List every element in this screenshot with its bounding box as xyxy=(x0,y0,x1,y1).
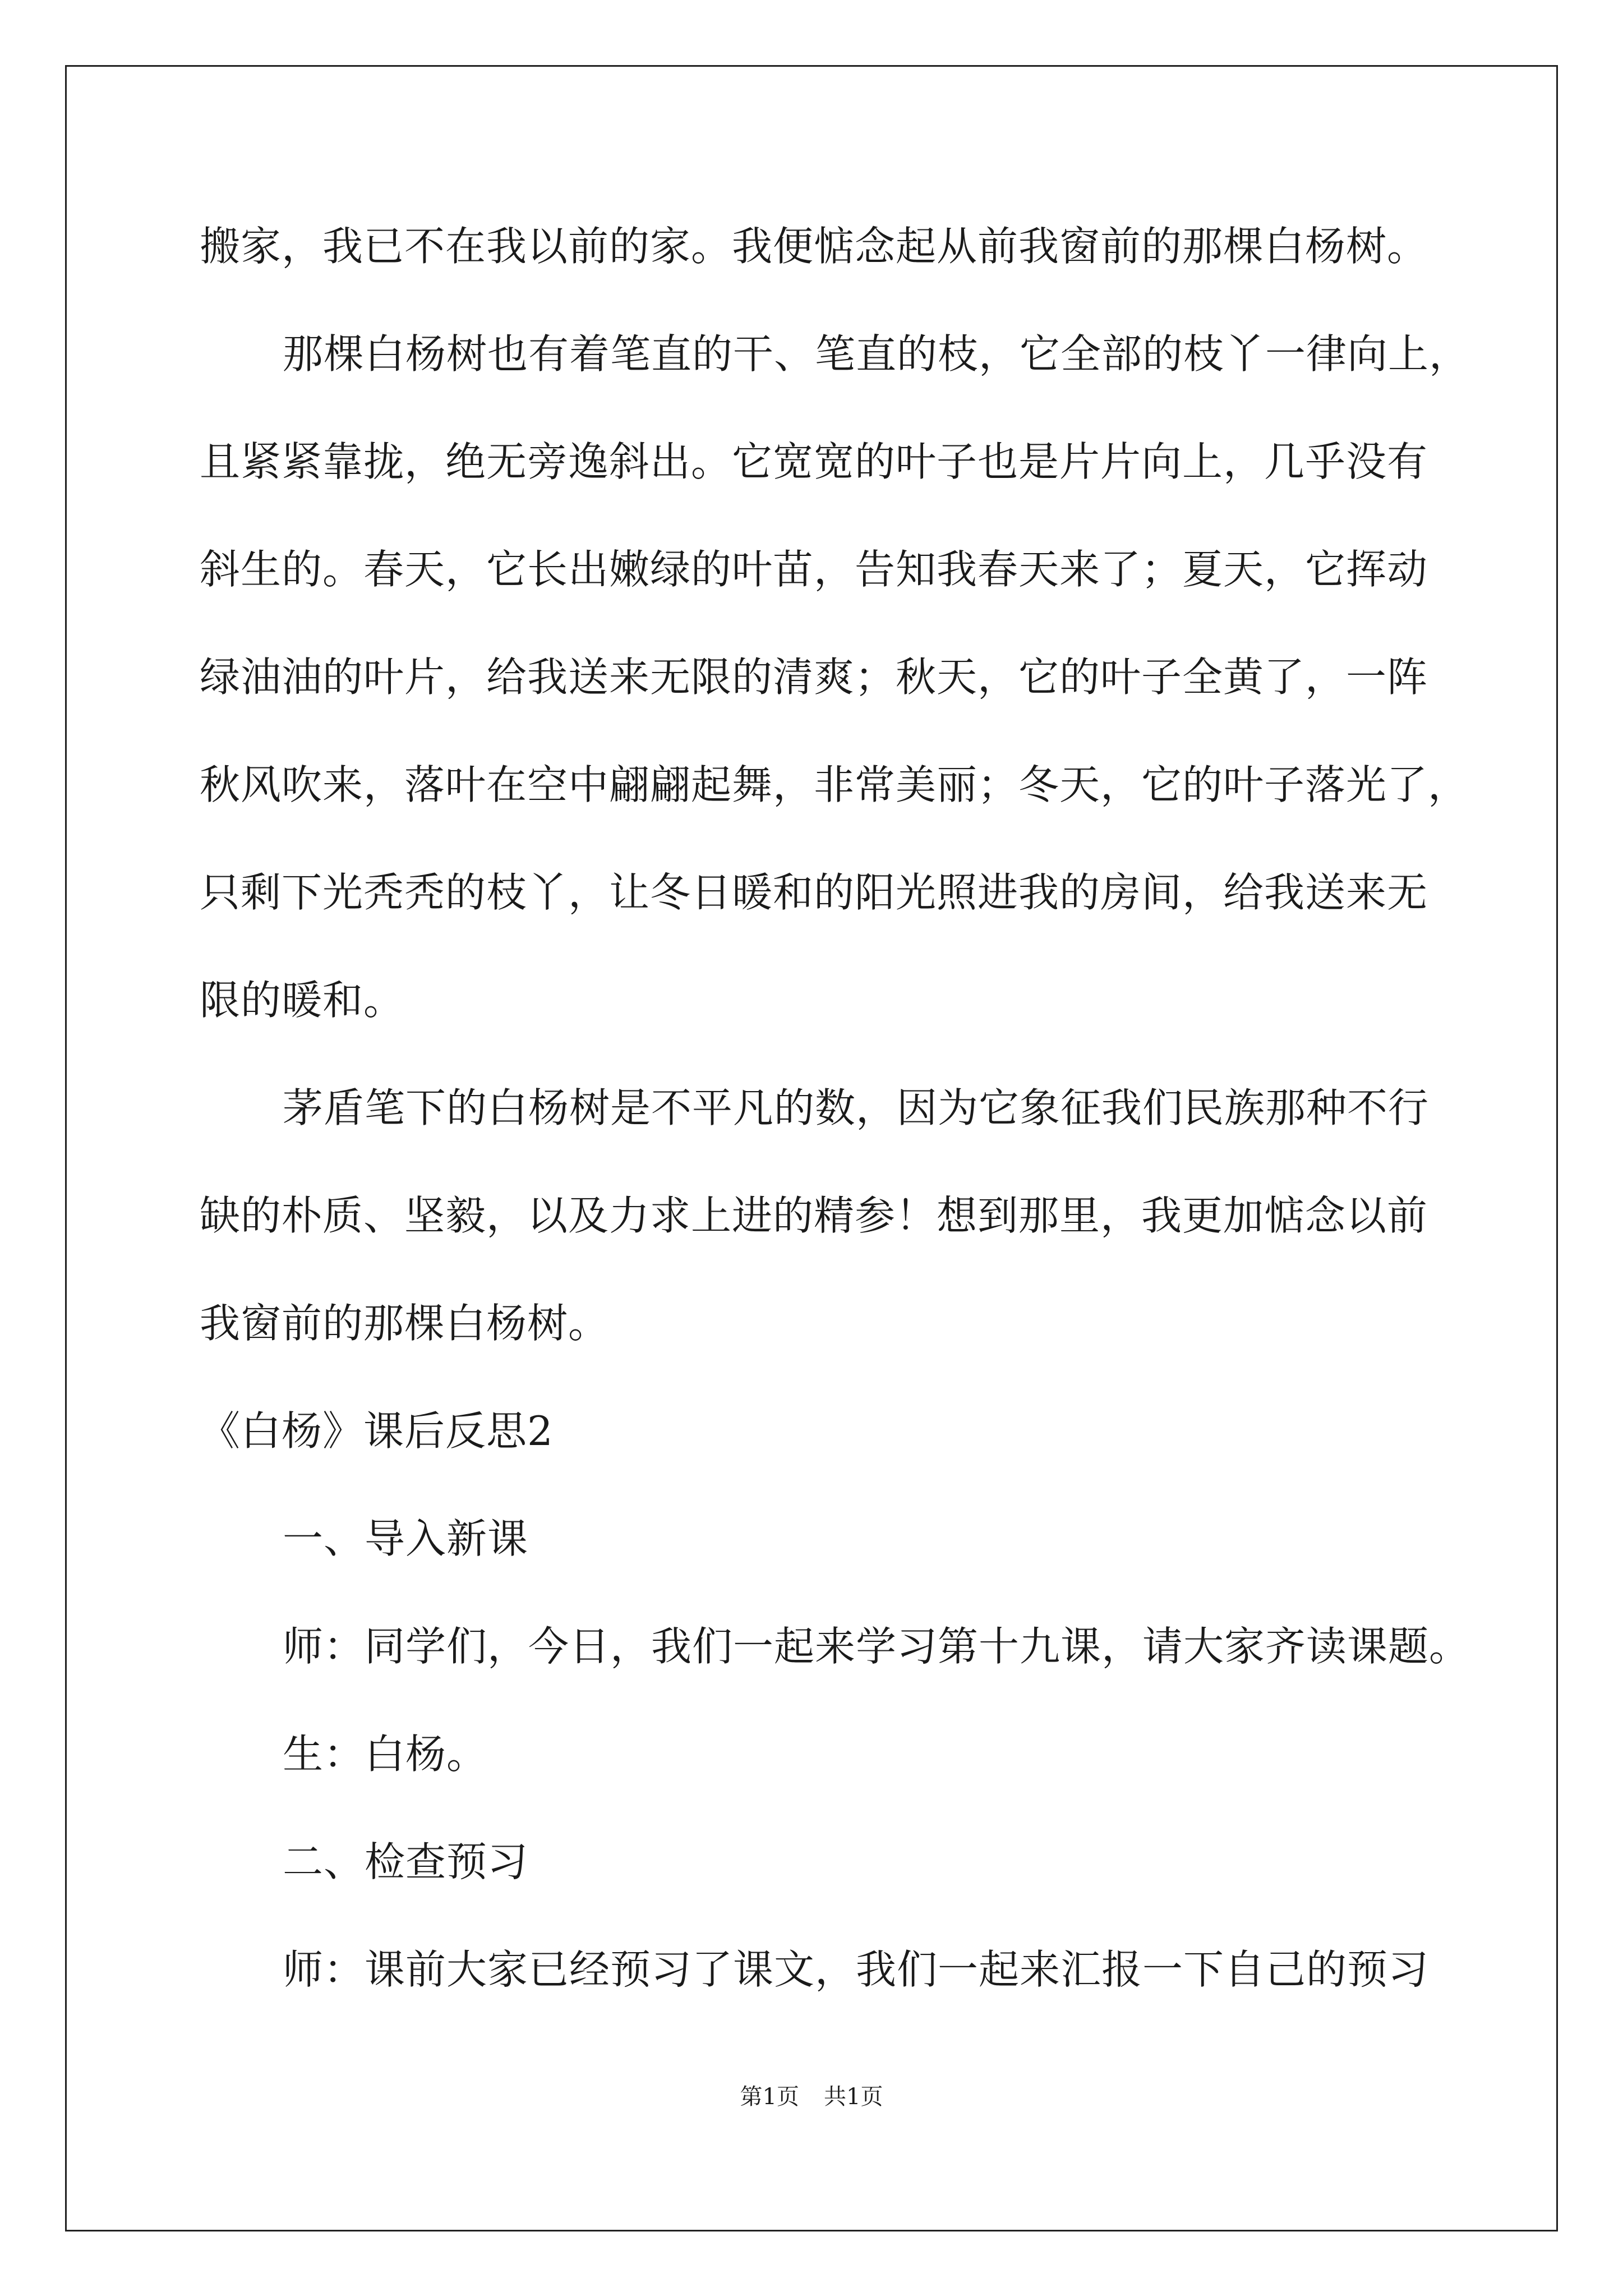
text-line: 师：同学们，今日，我们一起来学习第十九课，请大家齐读课题。 xyxy=(283,1623,1470,1670)
section-heading: 《白杨》课后反思2 xyxy=(200,1407,554,1455)
text-line: 我窗前的那棵白杨树。 xyxy=(200,1300,610,1347)
text-line: 生：白杨。 xyxy=(283,1731,488,1778)
subheading: 一、导入新课 xyxy=(283,1515,529,1562)
page-border xyxy=(65,65,1558,2231)
text-line: 秋风吹来，落叶在空中翩翩起舞，非常美丽；冬天，它的叶子落光了， xyxy=(200,761,1469,808)
text-line: 茅盾笔下的白杨树是不平凡的数，因为它象征我们民族那种不行 xyxy=(283,1084,1430,1131)
text-line: 限的暖和。 xyxy=(200,977,405,1024)
text-line: 师：课前大家已经预习了课文，我们一起来汇报一下自己的预习 xyxy=(283,1946,1430,1993)
text-line: 缺的朴质、坚毅，以及力求上进的精参！想到那里，我更加惦念以前 xyxy=(200,1192,1428,1239)
text-line: 斜生的。春天，它长出嫩绿的叶苗，告知我春天来了；夏天，它挥动 xyxy=(200,546,1428,593)
text-line: 绿油油的叶片，给我送来无限的清爽；秋天，它的叶子全黄了，一阵 xyxy=(200,654,1428,701)
text-line: 只剩下光秃秃的枝丫，让冬日暖和的阳光照进我的房间，给我送来无 xyxy=(200,869,1428,916)
subheading: 二、检查预习 xyxy=(283,1838,529,1885)
text-line: 搬家，我已不在我以前的家。我便惦念起从前我窗前的那棵白杨树。 xyxy=(200,223,1428,270)
page-footer xyxy=(0,2083,1623,2111)
text-line: 且紧紧靠拢，绝无旁逸斜出。它宽宽的叶子也是片片向上，几乎没有 xyxy=(200,438,1428,485)
text-line: 那棵白杨树也有着笔直的干、笔直的枝，它全部的枝丫一律向上， xyxy=(283,330,1470,378)
page-total: 共1页 xyxy=(824,2084,883,2110)
page-number: 第1页 xyxy=(740,2084,799,2110)
